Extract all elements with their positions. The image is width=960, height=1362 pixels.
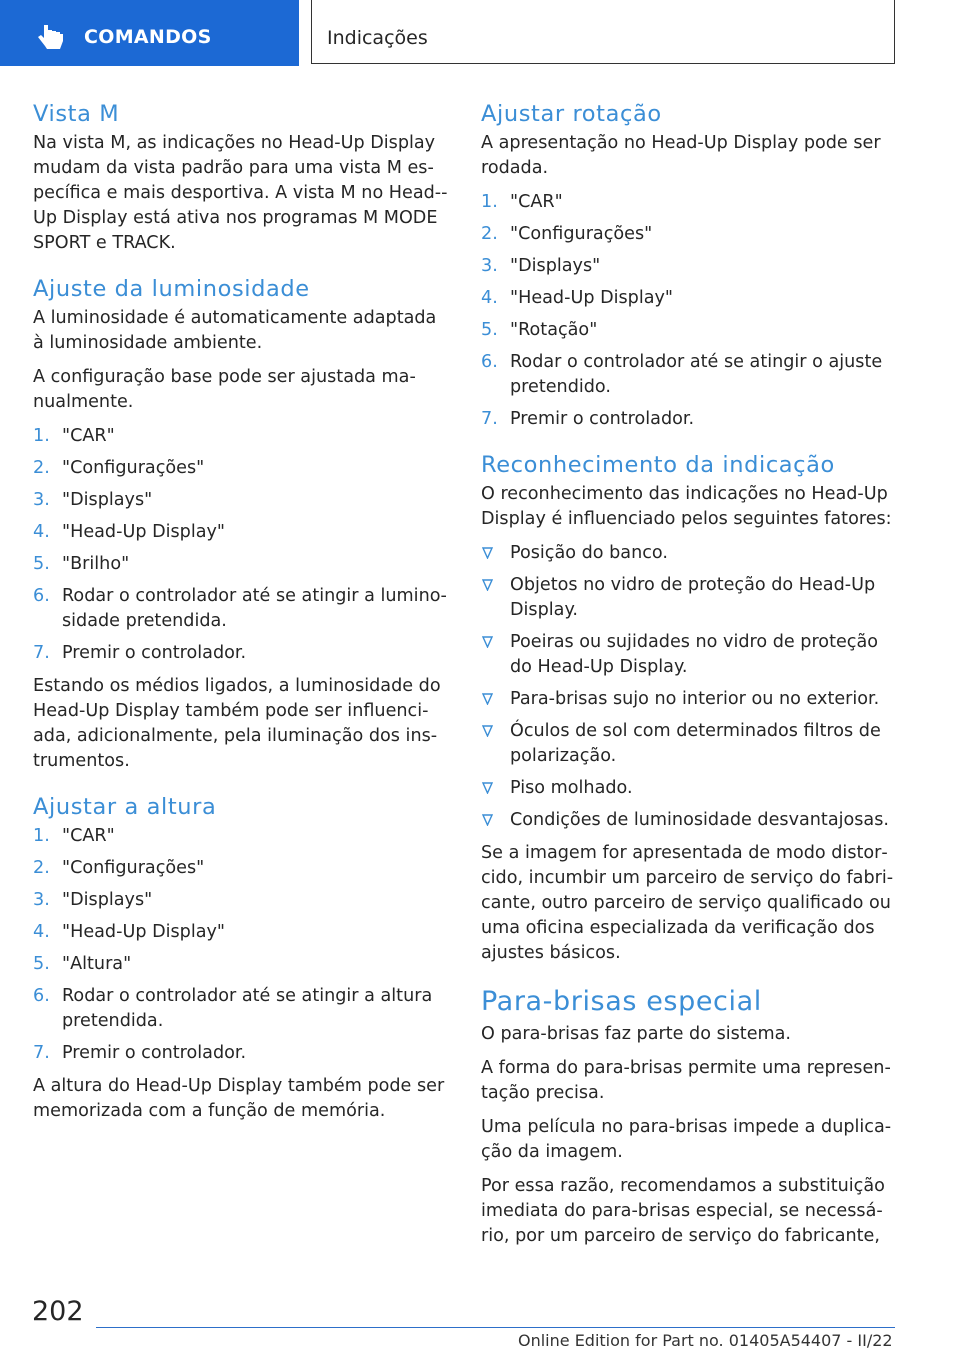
step-item (33, 984, 448, 1034)
paragraph: A apresentação no Head-Up Display pode ser rodada. (481, 133, 881, 178)
step-number: 5. (481, 320, 498, 340)
list-item-text: Posição do banco. (510, 543, 668, 563)
factor-list (481, 541, 899, 833)
chapter-label: Indicações (327, 27, 428, 49)
heading-parabrisas: Para-brisas especial (481, 986, 762, 1017)
paragraph: A altura do Head-Up Display também pode ser memorizada com a função de memória. (33, 1076, 445, 1121)
step-item (481, 190, 899, 215)
step-item (481, 350, 899, 400)
step-item (33, 424, 448, 449)
step-number: 2. (33, 858, 50, 878)
step-number: 3. (33, 490, 50, 510)
list-item-text: Poeiras ou sujidades no vidro de proteção do Head-Up Display. (510, 632, 879, 677)
list-item-text: Óculos de sol com determinados filtros de polarização. (510, 721, 881, 766)
step-number: 7. (481, 409, 498, 429)
step-item (481, 222, 899, 247)
step-number: 7. (33, 643, 50, 663)
heading-rotacao: Ajustar rotação (481, 101, 662, 127)
step-text: "Displays" (62, 490, 153, 510)
list-item (481, 808, 899, 833)
triangle-bullet-icon (482, 814, 493, 826)
step-text: "CAR" (62, 826, 115, 846)
list-item (481, 719, 899, 769)
triangle-bullet-icon (482, 725, 493, 737)
step-number: 1. (481, 192, 498, 212)
step-number: 3. (33, 890, 50, 910)
step-item (33, 552, 448, 577)
edition-note: Online Edition for Part no. 01405A54407 - II/22 (518, 1331, 893, 1350)
paragraph: A configuração base pode ser ajustada manualmente. (33, 367, 416, 412)
step-number: 4. (33, 922, 50, 942)
step-text: "CAR" (62, 426, 115, 446)
triangle-bullet-icon (482, 579, 493, 591)
step-text: "Configurações" (510, 224, 653, 244)
footer-rule (96, 1327, 895, 1328)
step-number: 4. (481, 288, 498, 308)
step-item (481, 286, 899, 311)
list-item-text: Condições de luminosidade desvantajosas. (510, 810, 889, 830)
step-text: Premir o controlador. (62, 1043, 247, 1063)
step-item (33, 488, 448, 513)
steps-rotacao (481, 190, 899, 432)
step-text: "CAR" (510, 192, 563, 212)
step-item (33, 888, 448, 913)
heading-altura: Ajustar a altura (33, 794, 217, 820)
paragraph: Uma película no para-brisas impede a duplicação da imagem. (481, 1117, 892, 1162)
step-text: "Head-Up Display" (62, 922, 226, 942)
step-number: 4. (33, 522, 50, 542)
pointing-hand-icon (38, 24, 66, 50)
steps-altura (33, 824, 448, 1066)
step-number: 5. (33, 954, 50, 974)
paragraph: Por essa razão, recomendamos a substituição imediata do para-brisas especial, se necessário, por um parceiro de serviço do fabricante, (481, 1176, 885, 1246)
step-text: "Head-Up Display" (62, 522, 226, 542)
paragraph: Estando os médios ligados, a luminosidade do Head-Up Display também pode ser influenciada, adicionalmente, pela iluminação dos instrumentos. (33, 676, 441, 771)
step-item (33, 952, 448, 977)
list-item (481, 687, 899, 712)
paragraph: Na vista M, as indicações no Head-Up Display mudam da vista padrão para uma vista M específica e mais desportiva. A vista M no Head-Up Display está ativa nos programas M MODE SPORT e TRACK. (33, 133, 448, 253)
step-item (33, 824, 448, 849)
triangle-bullet-icon (482, 547, 493, 559)
step-text: "Configurações" (62, 458, 205, 478)
list-item (481, 573, 899, 623)
paragraph: A luminosidade é automaticamente adaptada à luminosidade ambiente. (33, 308, 437, 353)
list-item (481, 541, 899, 566)
paragraph: Se a imagem for apresentada de modo distorcido, incumbir um parceiro de serviço do fabricante, outro parceiro de serviço qualificado ou uma oficina especializada da verificação dos ajustes básicos. (481, 843, 894, 963)
steps-luminosidade (33, 424, 448, 666)
triangle-bullet-icon (482, 693, 493, 705)
step-text: "Brilho" (62, 554, 130, 574)
section-label: COMANDOS (84, 26, 212, 48)
step-text: Rodar o controlador até se atingir a altura pretendida. (62, 986, 433, 1031)
step-text: Rodar o controlador até se atingir o ajuste pretendido. (510, 352, 883, 397)
right-column (481, 97, 899, 1258)
step-number: 6. (33, 986, 50, 1006)
step-text: Premir o controlador. (510, 409, 695, 429)
step-text: Rodar o controlador até se atingir a luminosidade pretendida. (62, 586, 447, 631)
step-text: "Configurações" (62, 858, 205, 878)
heading-luminosidade: Ajuste da luminosidade (33, 276, 310, 302)
step-text: "Displays" (62, 890, 153, 910)
step-number: 6. (481, 352, 498, 372)
step-item (33, 641, 448, 666)
step-item (481, 254, 899, 279)
step-text: "Rotação" (510, 320, 598, 340)
paragraph: O reconhecimento das indicações no Head-Up Display é influenciado pelos seguintes fatores: (481, 484, 892, 529)
list-item-text: Piso molhado. (510, 778, 633, 798)
step-number: 6. (33, 586, 50, 606)
step-number: 3. (481, 256, 498, 276)
page-number: 202 (32, 1296, 84, 1327)
list-item (481, 630, 899, 680)
step-number: 5. (33, 554, 50, 574)
step-item (33, 856, 448, 881)
step-item (481, 407, 899, 432)
step-number: 1. (33, 426, 50, 446)
triangle-bullet-icon (482, 782, 493, 794)
step-item (33, 920, 448, 945)
list-item-text: Objetos no vidro de proteção do Head-Up Display. (510, 575, 876, 620)
step-number: 2. (33, 458, 50, 478)
list-item-text: Para-brisas sujo no interior ou no exterior. (510, 689, 880, 709)
step-text: Premir o controlador. (62, 643, 247, 663)
step-text: "Altura" (62, 954, 132, 974)
heading-vista-m: Vista M (33, 101, 120, 127)
list-item (481, 776, 899, 801)
left-column (33, 97, 448, 1133)
step-item (481, 318, 899, 343)
chapter-header (311, 0, 895, 64)
step-item (33, 584, 448, 634)
step-text: "Displays" (510, 256, 601, 276)
triangle-bullet-icon (482, 636, 493, 648)
step-text: "Head-Up Display" (510, 288, 674, 308)
heading-reconhecimento: Reconhecimento da indicação (481, 452, 835, 478)
step-number: 1. (33, 826, 50, 846)
paragraph: A forma do para-brisas permite uma representação precisa. (481, 1058, 891, 1103)
section-tab (0, 0, 299, 66)
step-number: 2. (481, 224, 498, 244)
step-item (33, 456, 448, 481)
step-item (33, 1041, 448, 1066)
paragraph: O para-brisas faz parte do sistema. (481, 1024, 792, 1044)
step-item (33, 520, 448, 545)
step-number: 7. (33, 1043, 50, 1063)
